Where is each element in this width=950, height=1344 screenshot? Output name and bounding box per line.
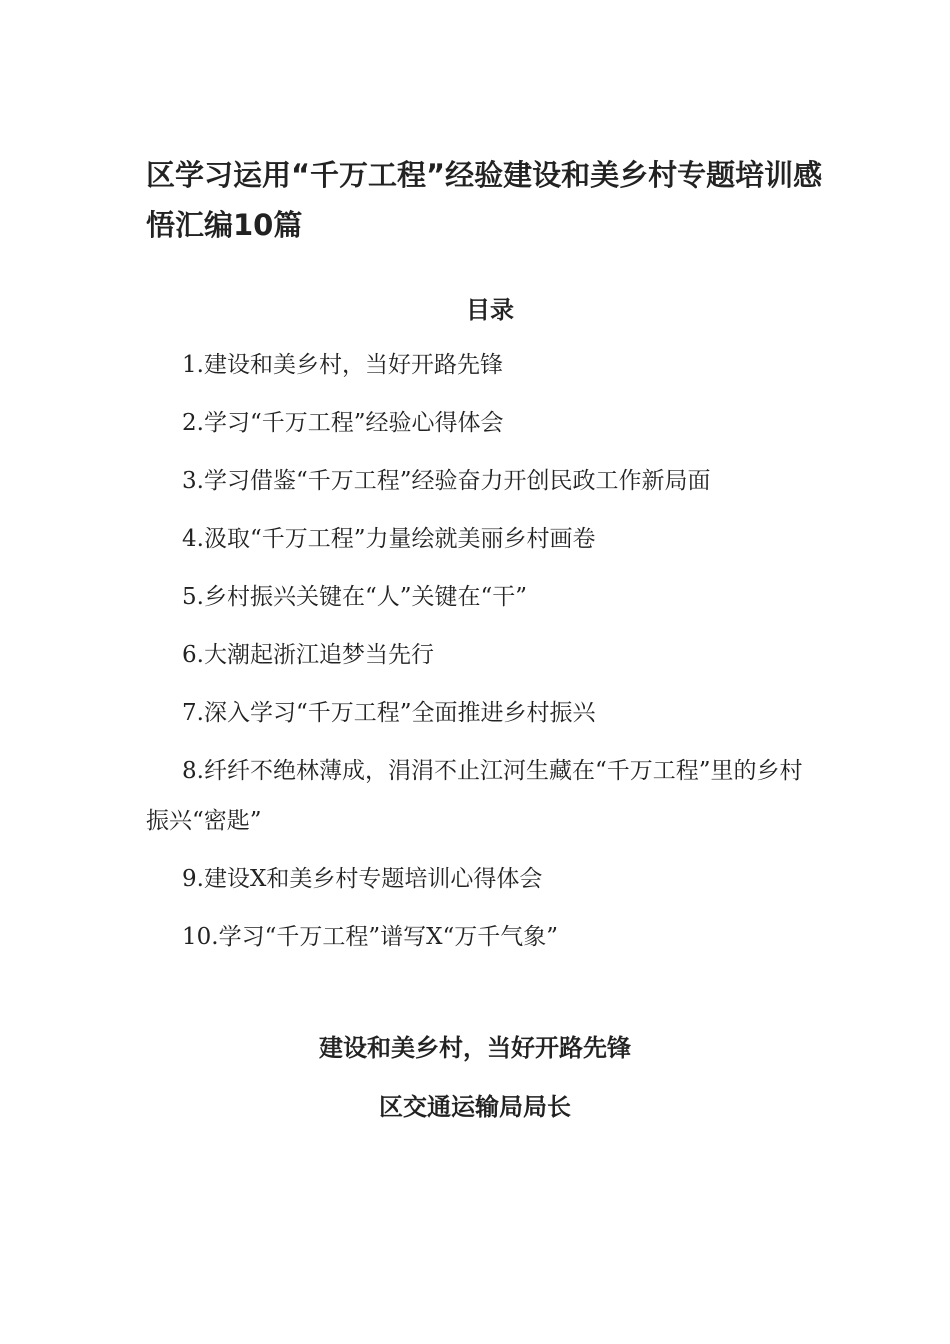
- section-title: 建设和美乡村，当好开路先锋: [319, 1034, 631, 1062]
- toc-heading: 目录: [466, 296, 514, 324]
- table-of-contents: [146, 340, 816, 970]
- toc-item: 8.纤纤不绝林薄成，涓涓不止江河生藏在“千万工程”里的乡村振兴“密匙”: [146, 758, 803, 834]
- toc-item: 3.学习借鉴“千万工程”经验奋力开创民政工作新局面: [182, 468, 711, 494]
- toc-item: 4.汲取“千万工程”力量绘就美丽乡村画卷: [182, 526, 596, 552]
- toc-item: 6.大潮起浙江追梦当先行: [182, 642, 434, 668]
- document-title: 区学习运用“千万工程”经验建设和美乡村专题培训感悟汇编10篇: [146, 158, 823, 242]
- toc-item: 9.建设X和美乡村专题培训心得体会: [182, 866, 543, 892]
- toc-item: 1.建设和美乡村，当好开路先锋: [182, 352, 503, 378]
- toc-item: 7.深入学习“千万工程”全面推进乡村振兴: [182, 700, 596, 726]
- toc-item: 10.学习“千万工程”谱写X“万千气象”: [182, 924, 558, 950]
- section-author: 区交通运输局局长: [379, 1093, 571, 1121]
- toc-item: 2.学习“千万工程”经验心得体会: [182, 410, 504, 436]
- toc-item: 5.乡村振兴关键在“人”关键在“干”: [182, 584, 527, 610]
